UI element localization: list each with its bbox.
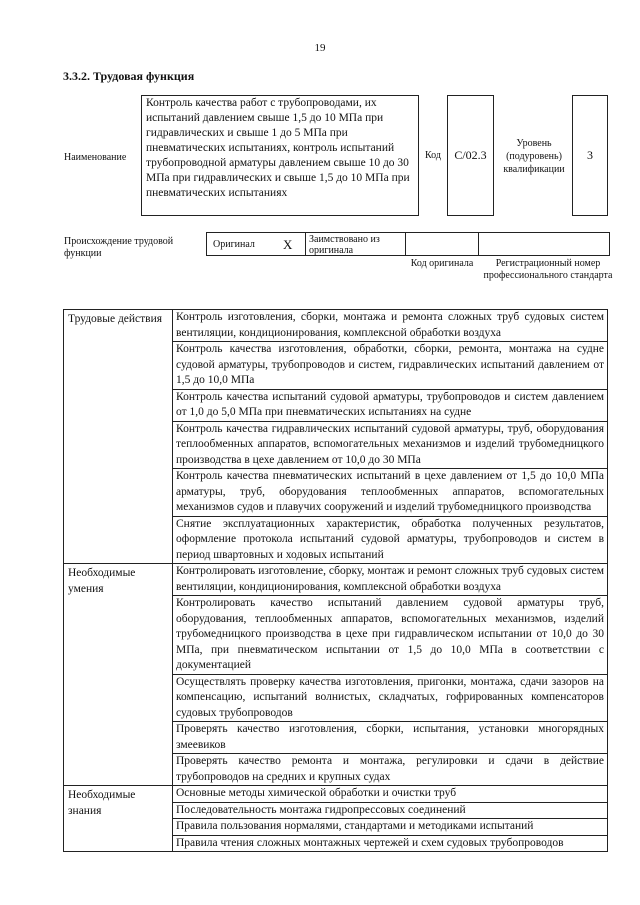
actions-label: Трудовые действия xyxy=(64,310,173,564)
page-number: 19 xyxy=(314,42,326,54)
table-row xyxy=(64,310,608,342)
knowledge-label: Необходимые знания xyxy=(64,786,173,852)
action-item: Контроль качества пневматических испытаний в цехе давлением от 1,5 до 10,0 МПа арматуры, труб, оборудования теплообменных аппаратов, вспомогательных механизмов судов и плавучих сооружений и изделий трубомедницкого производства xyxy=(173,469,608,517)
function-details-table xyxy=(63,309,608,852)
skill-item: Проверять качество ремонта и монтажа, регулировки и сдачи в действие трубопроводов на средних и крупных судах xyxy=(173,754,608,786)
knowledge-item: Основные методы химической обработки и очистки труб xyxy=(173,786,608,803)
action-item: Контроль качества гидравлических испытаний судовой арматуры, труб, оборудования теплообменных аппаратов, вспомогательных механизмов и изделий трубомедницкого производства в цехе давлением от 10,0 до 30 МПа xyxy=(173,421,608,469)
function-name: Контроль качества работ с трубопроводами, их испытаний давлением свыше 1,5 до 10 МПа при гидравлических и свыше 1 до 5 МПа при пневматических испытаниях, контроль испытаний трубопроводной арматуры давлением свыше 10 до 30 МПа при гидравлических и свыше 1,5 до 10 МПа при пневматических испытаниях xyxy=(141,95,419,216)
skills-label: Необходимые умения xyxy=(64,564,173,786)
action-item: Контроль качества изготовления, обработки, сборки, ремонта, монтажа на судне судовой арматуры, трубопроводов и систем, гидравлических испытаний давлением от 1,5 до 10,0 МПа xyxy=(173,342,608,390)
original-mark: X xyxy=(283,237,293,252)
skill-item: Контролировать качество испытаний давлением судовой арматуры труб, оборудования, теплообменных аппаратов, вспомогательных механизмов, изделий трубомедницкого производства в цехе при гидравлическом испытании от 10,0 до 30 МПа, при пневматическом испытании от 1,5 до 10,0 МПа в соответствии с документацией xyxy=(173,596,608,675)
knowledge-item: Последовательность монтажа гидропрессовых соединений xyxy=(173,802,608,819)
skill-item: Проверять качество изготовления, сборки, испытания, установки многорядных змеевиков xyxy=(173,722,608,754)
section-title: 3.3.2. Трудовая функция xyxy=(63,69,195,83)
original-code-cell xyxy=(405,232,479,256)
registration-number-cell xyxy=(478,232,610,256)
original-label: Оригинал xyxy=(213,239,255,250)
qualification-level-value: 3 xyxy=(572,95,608,216)
code-value: C/02.3 xyxy=(447,95,494,216)
table-row xyxy=(64,564,608,596)
original-code-caption: Код оригинала xyxy=(410,258,474,269)
table-row xyxy=(64,786,608,803)
qualification-level-label: Уровень (подуровень) квалификации xyxy=(503,137,565,175)
skill-item: Осуществлять проверку качества изготовления, пригонки, монтажа, сдачи зазоров на компенсацию, испытаний волнистых, складчатых, гофрированных компенсаторов судовых трубопроводов xyxy=(173,674,608,722)
action-item: Снятие эксплуатационных характеристик, обработка полученных результатов, оформление протокола испытаний судовой арматуры, трубопроводов и систем в период швартовных и ходовых испытаний xyxy=(173,516,608,564)
registration-number-caption: Регистрационный номер профессионального стандарта xyxy=(483,258,613,281)
origin-row xyxy=(206,232,610,256)
action-item: Контроль качества испытаний судовой арматуры, трубопроводов и систем давлением от 1,0 до 5,0 МПа при пневматических испытаниях на судне xyxy=(173,389,608,421)
code-label: Код xyxy=(425,150,441,161)
original-cell xyxy=(206,232,306,256)
origin-label: Происхождение трудовой функции xyxy=(64,236,174,259)
action-item: Контроль изготовления, сборки, монтажа и ремонта сложных труб судовых систем вентиляции, кондиционирования, комплексной обработки воздуха xyxy=(173,310,608,342)
knowledge-item: Правила пользования нормалями, стандартами и методиками испытаний xyxy=(173,819,608,836)
name-label: Наименование xyxy=(64,152,127,163)
borrowed-cell: Заимствовано из оригинала xyxy=(305,232,406,256)
skill-item: Контролировать изготовление, сборку, монтаж и ремонт сложных труб судовых систем вентиляции, кондиционирования, комплексной обработки воздуха xyxy=(173,564,608,596)
knowledge-item: Правила чтения сложных монтажных чертежей и схем судовых трубопроводов xyxy=(173,835,608,852)
